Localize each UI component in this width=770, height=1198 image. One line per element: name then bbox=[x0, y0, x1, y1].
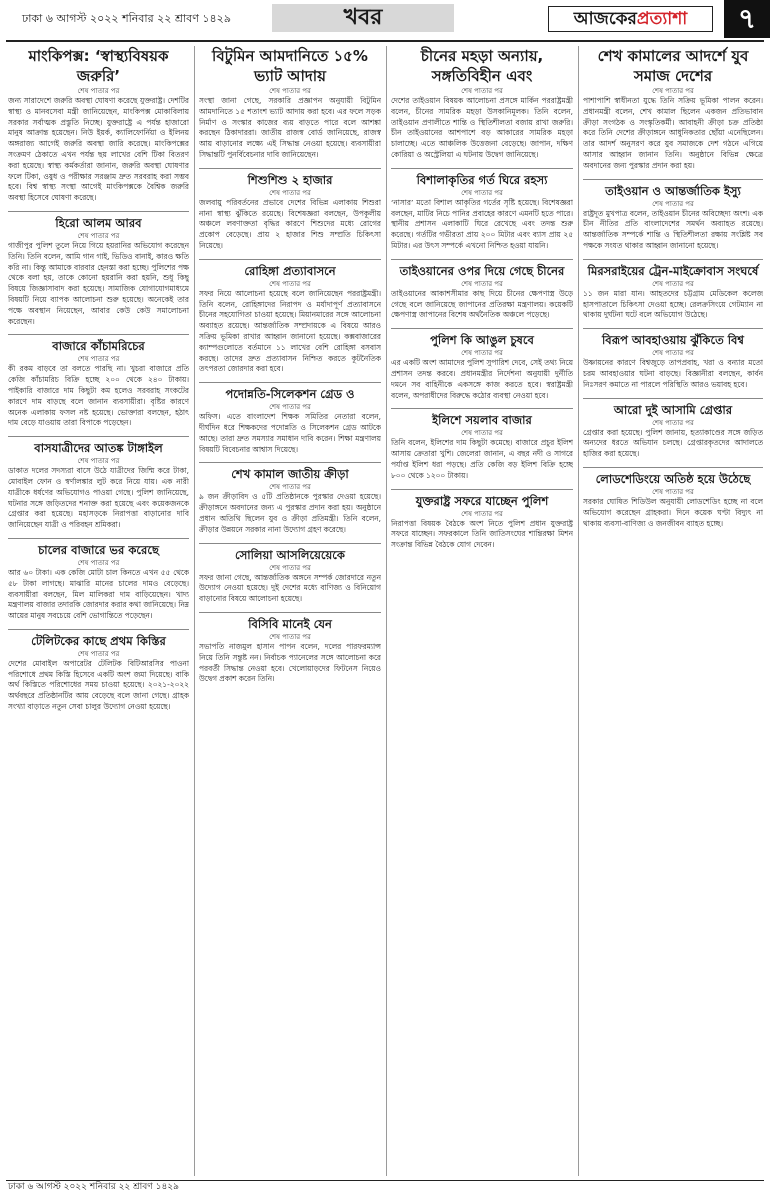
article-headline: বিশালাকৃতির গর্ত ঘিরে রহস্য bbox=[416, 172, 548, 187]
continued-note: শেষ পাতার পর bbox=[461, 349, 503, 358]
newspaper-logo bbox=[548, 6, 713, 32]
article-body: সভাপতি নাজমুল হাসান পাপন বলেন, দলের পারফরম্যান্স নিয়ে তিনি সন্তুষ্ট নন। নির্বাচক প্যানেলের সঙ্গে আলোচনা করে পরবর্তী সিদ্ধান্ত নেওয়া হবে। খেলোয়াড়দের ফিটনেস নিয়েও উদ্বেগ প্রকাশ করেন তিনি। bbox=[199, 641, 381, 684]
article-body: জন্য সারাদেশে জরুরি অবস্থা ঘোষণা করেছে যুক্তরাষ্ট্র। দেশটির স্বাস্থ্য ও মানবসেবা মন্ত্রী জানিয়েছেন, মাংকিপক্স মোকাবিলায় সরকার সর্বাত্মক প্রস্তুতি নিচ্ছে। যুক্তরাষ্ট্রে এ পর্যন্ত হাজারো মানুষ আক্রান্ত হয়েছেন। নিউ ইয়র্ক, ক্যালিফোর্নিয়া ও ইলিনয় অঙ্গরাজ্য আগেই জরুরি অবস্থা জারি করেছে। মাংকিপক্সের সংক্রমণ ঠেকাতে এখন পর্যন্ত ছয় লাখের বেশি টিকা বিতরণ করা হয়েছে। স্বাস্থ্য কর্মকর্তারা জানান, জরুরি অবস্থা ঘোষণার ফলে টিকা, ওষুধ ও পরীক্ষার সরঞ্জাম দ্রুত সরবরাহ করা সম্ভব হবে। বিশ্ব স্বাস্থ্য সংস্থা আগেই মাংকিপক্সকে বৈশ্বিক জরুরি অবস্থা হিসেবে ঘোষণা করেছে। bbox=[8, 96, 189, 203]
news-article bbox=[8, 626, 189, 713]
article-divider bbox=[199, 462, 381, 463]
article-headline: মাংকিপক্স: ‘স্বাস্থ্যবিষয়ক জরুরি’ bbox=[28, 47, 169, 85]
article-body: নিরাপত্তা বিষয়ক বৈঠকে অংশ নিতে পুলিশ প্রধান যুক্তরাষ্ট্র সফরে যাচ্ছেন। সফরকালে তিনি জাতিসংঘের শান্তিরক্ষা মিশন সংক্রান্ত বিভিন্ন বৈঠকে যোগ দেবেন। bbox=[391, 518, 573, 550]
article-divider bbox=[391, 168, 573, 169]
article-headline: টেলিটকের কাছে প্রথম কিস্তির bbox=[31, 633, 166, 648]
article-headline: বিসিবি মানেই যেন bbox=[248, 616, 332, 631]
article-body: তাইওয়ানের আকাশসীমার কাছ দিয়ে চীনের ক্ষেপণাস্ত্র উড়ে গেছে বলে জানিয়েছে জাপানের প্রতিরক্ষা মন্ত্রণালয়। কয়েকটি ক্ষেপণাস্ত্র জাপানের বিশেষ অর্থনৈতিক অঞ্চলে পড়েছে। bbox=[391, 288, 573, 320]
news-article bbox=[583, 176, 763, 252]
masthead-rule bbox=[6, 40, 764, 42]
article-headline: শিশুশিশু ২ হাজার bbox=[247, 172, 333, 187]
continued-note: শেষ পাতার পর bbox=[461, 188, 503, 197]
column-divider bbox=[194, 46, 195, 1176]
column-2 bbox=[199, 46, 381, 1176]
continued-note: শেষ পাতার পর bbox=[77, 558, 120, 567]
column-4 bbox=[583, 46, 763, 1176]
article-divider bbox=[583, 259, 763, 260]
section-title: খবর bbox=[272, 4, 454, 32]
page-footer: ঢাকা ৬ আগস্ট ২০২২ শনিবার ২২ শ্রাবণ ১৪২৯ bbox=[6, 1180, 764, 1194]
article-headline: পুলিশ কি আঙুল চুষবে bbox=[430, 333, 534, 348]
article-divider bbox=[8, 629, 189, 630]
article-divider bbox=[583, 467, 763, 468]
article-divider bbox=[583, 328, 763, 329]
article-divider bbox=[391, 259, 573, 260]
news-article bbox=[391, 46, 573, 161]
column-divider bbox=[578, 46, 579, 1176]
article-body: উষ্ণায়নের কারণে বিশ্বজুড়ে তাপপ্রবাহ, খরা ও বন্যার মতো চরম আবহাওয়ার ঘটনা বাড়ছে। বিজ্ঞানীরা বলছেন, কার্বন নিঃসরণ কমাতে না পারলে পরিস্থিতি আরও ভয়াবহ হবে। bbox=[583, 358, 763, 389]
article-body: দেশের তাইওয়ান বিষয়ক আলোচনা প্রসঙ্গে মার্কিন পররাষ্ট্রমন্ত্রী বলেন, চীনের সামরিক মহড়া উসকানিমূলক। তিনি বলেন, তাইওয়ান প্রণালীতে শান্তি ও স্থিতিশীলতা বজায় রাখা জরুরি। চীন তাইওয়ানের আশপাশে বড় আকারের সামরিক মহড়া চালাচ্ছে। এতে আঞ্চলিক উত্তেজনা বেড়েছে। জাপান, দক্ষিণ কোরিয়া ও অস্ট্রেলিয়া এ ঘটনায় উদ্বেগ জানিয়েছে। bbox=[391, 96, 573, 159]
news-article bbox=[391, 325, 573, 401]
article-headline: শেখ কামাল জাতীয় ক্রীড়া bbox=[231, 467, 349, 482]
news-article bbox=[199, 165, 381, 252]
continued-note: শেষ পাতার পর bbox=[269, 279, 311, 288]
article-divider bbox=[199, 543, 381, 544]
page-number: ৭ bbox=[724, 0, 770, 38]
article-headline: পদোন্নতি-সিলেকশন গ্রেড ও bbox=[225, 387, 355, 402]
news-article bbox=[199, 540, 381, 605]
article-divider bbox=[8, 436, 189, 437]
article-body: দেশের মোবাইল অপারেটর টেলিটক বিটিআরসির পাওনা পরিশোধে প্রথম কিস্তি হিসেবে একটি অংশ জমা দিয়েছে। বাকি অর্থ কিস্তিতে পরিশোধের সময় চাওয়া হয়েছে। ২০২১-২০২২ অর্থবছরে প্রতিষ্ঠানটির আয় বেড়েছে বলে জানা গেছে। গ্রাহক সংখ্যা বাড়াতে নতুন সেবা চালুর উদ্যোগ নেওয়া হয়েছে। bbox=[8, 658, 189, 712]
continued-note: শেষ পাতার পর bbox=[269, 87, 311, 95]
logo-text-b: প্রত্যাশা bbox=[636, 9, 688, 29]
article-divider bbox=[199, 382, 381, 383]
news-article bbox=[8, 535, 189, 622]
article-body: সফর জানা গেছে, আন্তর্জাতিক অঙ্গনে সম্পর্ক জোরদারে নতুন উদ্যোগ নেওয়া হয়েছে। দুই দেশের মধ্যে বাণিজ্য ও বিনিয়োগ বাড়ানোর বিষয়ে আলোচনা হয়েছে। bbox=[199, 572, 381, 604]
article-headline: সোলিয়া আসলিয়েয়েকে bbox=[235, 547, 345, 562]
article-body: জলবায়ু পরিবর্তনের প্রভাবে দেশের বিভিন্ন এলাকায় শিশুরা নানা স্বাস্থ্য ঝুঁকিতে রয়েছে। বিশেষজ্ঞরা বলছেন, উপকূলীয় অঞ্চলে লবণাক্ততা বৃদ্ধির কারণে শিশুদের মধ্যে রোগের প্রকোপ বেড়েছে। প্রায় ২ হাজার শিশু সম্প্রতি চিকিৎসা নিয়েছে। bbox=[199, 197, 381, 250]
continued-note: শেষ পাতার পর bbox=[652, 87, 694, 95]
article-divider bbox=[8, 538, 189, 539]
news-article bbox=[583, 464, 763, 529]
article-divider bbox=[8, 211, 189, 212]
column-1 bbox=[8, 46, 189, 1176]
article-body: সংস্থা জানা গেছে, সরকারি প্রজ্ঞাপন অনুযায়ী বিটুমিন আমদানিতে ১৫ শতাংশ ভ্যাট আদায় করা হবে। এর ফলে সড়ক নির্মাণ ও সংস্কার কাজের ব্যয় বাড়তে পারে বলে আশঙ্কা করছেন ঠিকাদাররা। জাতীয় রাজস্ব বোর্ড জানিয়েছে, রাজস্ব আয় বাড়ানোর লক্ষ্যে এই সিদ্ধান্ত নেওয়া হয়েছে। ব্যবসায়ীরা সিদ্ধান্তটি পুনর্বিবেচনার দাবি জানিয়েছেন। bbox=[199, 96, 381, 159]
news-article bbox=[199, 46, 381, 161]
news-article bbox=[8, 208, 189, 327]
news-article bbox=[391, 405, 573, 481]
continued-note: শেষ পাতার পর bbox=[77, 355, 120, 364]
continued-note: শেষ পাতার পর bbox=[461, 279, 503, 288]
continued-note: শেষ পাতার পর bbox=[652, 349, 694, 358]
article-body: গ্রেপ্তার করা হয়েছে। পুলিশ জানায়, হত্যাকাণ্ডের সঙ্গে জড়িত অন্যদের ধরতে অভিযান চলছে। গ্রেপ্তারকৃতদের আদালতে হাজির করা হয়েছে। bbox=[583, 427, 763, 459]
article-body: ৯ জন ক্রীড়াবিদ ও ৫টি প্রতিষ্ঠানকে পুরস্কার দেওয়া হয়েছে। ক্রীড়াঙ্গনে অবদানের জন্য এ পুরস্কার প্রদান করা হয়। অনুষ্ঠানে প্রধান অতিথি ছিলেন যুব ও ক্রীড়া প্রতিমন্ত্রী। তিনি বলেন, ক্রীড়ার উন্নয়নে সরকার নানা উদ্যোগ গ্রহণ করেছে। bbox=[199, 492, 381, 534]
article-divider bbox=[8, 334, 189, 335]
article-divider bbox=[199, 168, 381, 169]
continued-note: শেষ পাতার পর bbox=[269, 632, 311, 641]
article-divider bbox=[583, 179, 763, 180]
article-body: ডাকাত দলের সদস্যরা বাসে উঠে যাত্রীদের জিম্মি করে টাকা, মোবাইল ফোন ও স্বর্ণালঙ্কার লুট করে নিয়ে যায়। এক নারী যাত্রীকে ধর্ষণের অভিযোগও পাওয়া গেছে। পুলিশ জানিয়েছে, ঘটনার সঙ্গে জড়িতদের শনাক্ত করা হয়েছে এবং কয়েকজনকে গ্রেপ্তার করা হয়েছে। মহাসড়কে নিরাপত্তা বাড়ানোর দাবি জানিয়েছেন যাত্রী ও পরিবহন শ্রমিকরা। bbox=[8, 466, 189, 530]
article-headline: ইলিশে সয়লাব বাজার bbox=[432, 413, 532, 428]
article-body: ‘নাসার’ মতো বিশাল আকৃতির গর্তের সৃষ্টি হয়েছে। বিশেষজ্ঞরা বলছেন, মাটির নিচে পানির প্রবাহের কারণে এমনটি হতে পারে। স্থানীয় প্রশাসন এলাকাটি ঘিরে রেখেছে এবং তদন্ত শুরু করেছে। গর্তটির গভীরতা প্রায় ২০০ মিটার এবং ব্যাস প্রায় ২৫ মিটার। এর উৎস সম্পর্কে এখনো নিশ্চিত হওয়া যায়নি। bbox=[391, 197, 573, 250]
article-headline: যুক্তরাষ্ট্র সফরে যাচ্ছেন পুলিশ bbox=[415, 493, 549, 508]
article-divider bbox=[199, 259, 381, 260]
article-headline: তাইওয়ান ও আন্তর্জাতিক ইস্যু bbox=[605, 183, 741, 198]
continued-note: শেষ পাতার পর bbox=[77, 231, 120, 240]
news-article bbox=[391, 165, 573, 252]
article-headline: তাইওয়ানের ওপর দিয়ে গেছে চীনের bbox=[399, 263, 565, 278]
article-divider bbox=[391, 408, 573, 409]
article-body: সরকার ঘোষিত শিডিউল অনুযায়ী লোডশেডিং হচ্ছে না বলে অভিযোগ করেছেন গ্রাহকরা। দিনে কয়েক ঘণ্টা বিদ্যুৎ না থাকায় ব্যবসা-বাণিজ্য ও জনজীবন ব্যাহত হচ্ছে। bbox=[583, 496, 763, 528]
news-article bbox=[199, 379, 381, 455]
continued-note: শেষ পাতার পর bbox=[77, 457, 120, 466]
article-headline: মিরসরাইয়ের ট্রেন-মাইক্রোবাস সংঘর্ষে bbox=[587, 263, 759, 278]
article-body: তিনি বলেন, ইলিশের দাম কিছুটা কমেছে। বাজারে প্রচুর ইলিশ আসায় ক্রেতারা খুশি। জেলেরা জানান, এ বছর নদী ও সাগরে পর্যাপ্ত ইলিশ ধরা পড়ছে। প্রতি কেজি বড় ইলিশ বিক্রি হচ্ছে ৮০০ থেকে ১২০০ টাকায়। bbox=[391, 438, 573, 480]
article-divider bbox=[199, 612, 381, 613]
article-headline: বিটুমিন আমদানিতে ১৫% ভ্যাট আদায় bbox=[212, 47, 368, 85]
news-article bbox=[583, 46, 763, 172]
article-divider bbox=[391, 328, 573, 329]
continued-note: শেষ পাতার পর bbox=[77, 87, 120, 95]
continued-note: শেষ পাতার পর bbox=[269, 563, 311, 572]
continued-note: শেষ পাতার পর bbox=[652, 418, 694, 427]
column-3 bbox=[391, 46, 573, 1176]
logo-text-a: আজকের bbox=[573, 9, 637, 29]
continued-note: শেষ পাতার পর bbox=[652, 279, 694, 288]
article-headline: রোহিঙ্গা প্রত্যাবাসনে bbox=[244, 263, 336, 278]
news-article bbox=[391, 486, 573, 551]
article-body: অফিস। এতে বাংলাদেশ শিক্ষক সমিতির নেতারা বলেন, দীর্ঘদিন ধরে শিক্ষকদের পদোন্নতি ও সিলেকশন গ্রেড আটকে আছে। তারা দ্রুত সমস্যার সমাধান দাবি করেন। শিক্ষা মন্ত্রণালয় বিষয়টি বিবেচনার আশ্বাস দিয়েছে। bbox=[199, 412, 381, 454]
article-divider bbox=[391, 489, 573, 490]
column-divider bbox=[386, 46, 387, 1176]
article-body: রাষ্ট্রদূত মুখপাত্র বলেন, তাইওয়ান চীনের অবিচ্ছেদ্য অংশ। এক চীন নীতির প্রতি বাংলাদেশের সমর্থন অব্যাহত রয়েছে। আন্তর্জাতিক সম্পর্কে শান্তি ও স্থিতিশীলতা রক্ষায় সংশ্লিষ্ট সব পক্ষকে সংযত থাকার আহ্বান জানানো হয়েছে। bbox=[583, 208, 763, 250]
article-headline: চালের বাজারে ভর করেছে bbox=[38, 542, 159, 557]
issue-date: ঢাকা ৬ আগস্ট ২০২২ শনিবার ২২ শ্রাবণ ১৪২৯ bbox=[22, 11, 231, 25]
article-body: এর একটি অংশ আমাদের পুলিশ সুপারিশ দেবে, সেই তথ্য নিয়ে প্রশাসন তদন্ত করবে। প্রধানমন্ত্রীর নির্দেশনা অনুযায়ী দুর্নীতি দমনে সব বাহিনীকে একসঙ্গে কাজ করতে হবে। স্বরাষ্ট্রমন্ত্রী বলেন, অপরাধীদের বিরুদ্ধে কঠোর ব্যবস্থা নেওয়া হবে। bbox=[391, 358, 573, 400]
article-headline: বাসযাত্রীদের আতঙ্ক টাঙ্গাইল bbox=[34, 441, 163, 456]
continued-note: শেষ পাতার পর bbox=[652, 487, 694, 496]
continued-note: শেষ পাতার পর bbox=[269, 188, 311, 197]
article-headline: আরো দুই আসামি গ্রেপ্তার bbox=[613, 402, 733, 417]
article-body: কী রকম বাড়বে তা বলতে পারছি না। খুচরা বাজারে প্রতি কেজি কাঁচামরিচ বিক্রি হচ্ছে ২০০ থেকে ২৪০ টাকায়। পাইকারি বাজারে দাম কিছুটা কম হলেও সরবরাহ সংকটের কারণে দাম বাড়ছে বলে জানান ব্যবসায়ীরা। বৃষ্টির কারণে অনেক এলাকায় ফসল নষ্ট হয়েছে। ভোক্তারা বলছেন, হঠাৎ দাম বেড়ে যাওয়ায় তারা বিপাকে পড়েছেন। bbox=[8, 364, 189, 428]
continued-note: শেষ পাতার পর bbox=[461, 429, 503, 438]
news-article bbox=[583, 395, 763, 460]
article-body: গাজীপুর পুলিশ তুলে নিয়ে গিয়ে হয়রানির অভিযোগ করেছেন তিনি। তিনি বলেন, আমি গান গাই, ভিডিও বানাই, কারও ক্ষতি করি না। কিন্তু আমাকে বারবার হেনস্তা করা হচ্ছে। পুলিশের পক্ষ থেকে বলা হয়, তাকে কোনো হয়রানি করা হয়নি, শুধু কিছু বিষয়ে জিজ্ঞাসাবাদ করা হয়েছে। সামাজিক যোগাযোগমাধ্যমে বিষয়টি নিয়ে ব্যাপক আলোচনা শুরু হয়েছে। অনেকেই তার পক্ষে অবস্থান নিয়েছেন, আবার কেউ কেউ সমালোচনা করেছেন। bbox=[8, 240, 189, 326]
article-body: সফর নিয়ে আলোচনা হয়েছে বলে জানিয়েছেন পররাষ্ট্রমন্ত্রী। তিনি বলেন, রোহিঙ্গাদের নিরাপদ ও মর্যাদাপূর্ণ প্রত্যাবাসনে চীনের সহযোগিতা চাওয়া হয়েছে। মিয়ানমারের সঙ্গে আলোচনা অব্যাহত রয়েছে। আন্তর্জাতিক সম্প্রদায়কে এ বিষয়ে আরও সক্রিয় ভূমিকা রাখার আহ্বান জানানো হয়েছে। কক্সবাজারের ক্যাম্পগুলোতে বর্তমানে ১১ লাখের বেশি রোহিঙ্গা বসবাস করছে। তাদের দ্রুত প্রত্যাবাসন নিশ্চিত করতে কূটনৈতিক তৎপরতা জোরদার করা হবে। bbox=[199, 288, 381, 374]
article-headline: হিরো আলম আরব bbox=[55, 215, 142, 230]
news-article bbox=[391, 256, 573, 321]
article-body: আর ৬০ টাকা। এক কেজি মোটা চাল কিনতে এখন ৫৫ থেকে ৫৮ টাকা লাগছে। মাঝারি মানের চালের দামও বেড়েছে। ব্যবসায়ীরা বলছেন, মিল মালিকরা দাম বাড়িয়েছেন। খাদ্য মন্ত্রণালয় বাজার তদারকি জোরদার করার কথা জানিয়েছে। নিম্ন আয়ের মানুষ সবচেয়ে বেশি ভোগান্তিতে পড়েছেন। bbox=[8, 567, 189, 621]
continued-note: শেষ পাতার পর bbox=[461, 509, 503, 518]
article-body: পাশাপাশি স্বাধীনতা যুদ্ধে তিনি সক্রিয় ভূমিকা পালন করেন। প্রধানমন্ত্রী বলেন, শেখ কামাল ছিলেন একজন প্রতিভাবান ক্রীড়া সংগঠক ও সংস্কৃতিকর্মী। আবাহনী ক্রীড়া চক্র প্রতিষ্ঠা করে তিনি দেশের ক্রীড়াঙ্গনে আধুনিকতার ছোঁয়া এনেছিলেন। তার আদর্শ অনুসরণ করে যুব সমাজকে দেশ গঠনে এগিয়ে আসার আহ্বান জানান তিনি। অনুষ্ঠানে বিভিন্ন ক্ষেত্রে অবদানের জন্য পুরস্কার প্রদান করা হয়। bbox=[583, 96, 763, 170]
article-headline: শেখ কামালের আদর্শে যুব সমাজ দেশের bbox=[597, 47, 749, 85]
continued-note: শেষ পাতার পর bbox=[652, 199, 694, 208]
continued-note: শেষ পাতার পর bbox=[269, 483, 311, 492]
article-body: ১১ জন মারা যান। আহতদের চট্টগ্রাম মেডিকেল কলেজ হাসপাতালে চিকিৎসা দেওয়া হচ্ছে। রেলক্রসিংয়ে গেটম্যান না থাকায় দুর্ঘটনা ঘটে বলে অভিযোগ উঠেছে। bbox=[583, 288, 763, 320]
news-article bbox=[8, 46, 189, 204]
news-article bbox=[8, 433, 189, 531]
continued-note: শেষ পাতার পর bbox=[77, 649, 120, 658]
masthead bbox=[0, 0, 770, 38]
article-headline: চীনের মহড়া অন্যায়, সঙ্গতিবিহীন এবং bbox=[420, 47, 544, 85]
news-article bbox=[583, 325, 763, 390]
continued-note: শেষ পাতার পর bbox=[269, 403, 311, 412]
article-headline: বাজারে কাঁচামরিচের bbox=[52, 339, 145, 354]
news-article bbox=[199, 459, 381, 535]
news-article bbox=[199, 609, 381, 685]
article-headline: লোডশেডিংয়ে অতিষ্ঠ হয়ে উঠেছে bbox=[595, 471, 751, 486]
continued-note: শেষ পাতার পর bbox=[461, 87, 503, 95]
news-article bbox=[199, 256, 381, 375]
news-article bbox=[8, 331, 189, 429]
article-headline: বিরূপ আবহাওয়ায় ঝুঁকিতে বিশ্ব bbox=[602, 333, 744, 348]
news-article bbox=[583, 256, 763, 321]
article-divider bbox=[583, 398, 763, 399]
